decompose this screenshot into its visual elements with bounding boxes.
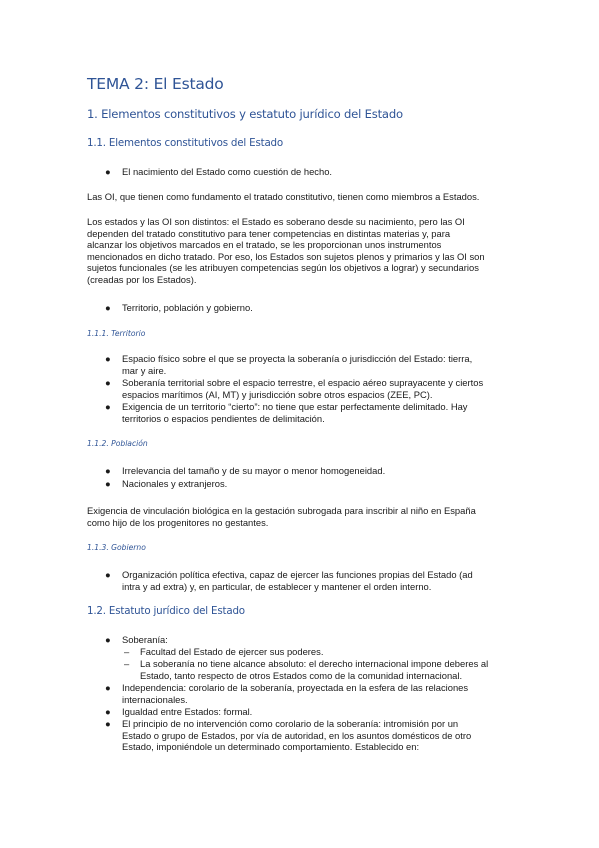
dash-icon: – [124,646,130,657]
paragraph-line: como hijo de los progenitores no gestantes. [87,516,269,528]
list-item-line: Estado, tanto respecto de otros Estados como de la comunidad internacional. [140,669,463,681]
paragraph-line: alcanzar los objetivos marcados en el tratado, se les proporcionan unos instrumentos [87,239,442,251]
paragraph: Las OI, que tienen como fundamento el tratado constitutivo, tienen como miembros a Estados. [87,191,480,202]
bullet-icon: ● [105,682,111,693]
list-item-text: Territorio, población y gobierno. [122,302,253,313]
paragraph-line: (creadas por los Estados). [87,273,197,285]
paragraph [87,216,485,286]
bullet-icon: ● [105,478,111,489]
bullet-icon: ● [105,465,111,476]
list-item [105,302,253,314]
bullet-icon: ● [105,569,111,580]
section-1-1-2-heading: 1.1.2. Población [87,439,148,448]
list-item-line: internacionales. [122,693,188,705]
bullet-icon: ● [105,401,111,412]
list-item [105,682,469,705]
bullet-icon: ● [105,718,111,729]
section-1-1-1-heading: 1.1.1. Territorio [87,329,146,338]
bullet-icon: ● [105,634,111,645]
paragraph-line: Exigencia de vinculación biológica en la gestación subrogada para inscribir al niño en España [87,505,476,516]
list-item-line: mar y aire. [122,364,167,376]
list-item-line: espacios marítimos (AI, MT) y jurisdicción sobre otros espacios (ZEE, PC). [122,388,433,400]
list-item-text: Irrelevancia del tamaño y de su mayor o menor homogeneidad. [122,465,386,476]
list-item [105,569,473,592]
list-item [105,353,473,376]
section-1-2-heading: 1.2. Estatuto jurídico del Estado [87,605,245,617]
section-1-1-3-heading: 1.1.3. Gobierno [87,543,146,552]
list-item [105,166,333,178]
list-item-text: Nacionales y extranjeros. [122,478,228,489]
list-item-line: territorios o espacios pendientes de delimitación. [122,412,325,424]
list-item-line: La soberanía no tiene alcance absoluto: el derecho internacional impone deberes al [140,658,489,669]
list-item [105,377,484,400]
list-item [105,401,468,424]
list-item-line: Estado o grupo de Estados, por vía de autoridad, en los asuntos domésticos de otro [122,729,472,741]
paragraph [87,505,476,528]
paragraph-line: sujetos funcionales (se les atribuyen competencias según los objetivos a lograr) y secundarios [87,262,479,274]
section-1-1-heading: 1.1. Elementos constitutivos del Estado [87,137,283,149]
paragraph-line: Los estados y las OI son distintos: el Estado es soberano desde su nacimiento, pero las OI [87,216,465,227]
list-item [105,718,472,753]
paragraph-line: dependen del tratado constitutivo para tener competencias en distintas materias y, para [87,227,451,239]
list-item-line: Organización política efectiva, capaz de ejercer las funciones propias del Estado (ad [122,569,473,580]
list-item [105,465,386,477]
bullet-icon: ● [105,353,111,364]
section-1-heading: 1. Elementos constitutivos y estatuto jurídico del Estado [87,107,403,121]
document-title: TEMA 2: El Estado [87,75,224,93]
bullet-icon: ● [105,377,111,388]
list-item-line: El principio de no intervención como corolario de la soberanía: intromisión por un [122,718,459,729]
list-item [105,478,228,490]
list-item-text: El nacimiento del Estado como cuestión de hecho. [122,166,333,177]
list-item [105,634,168,646]
sub-list-item [124,658,489,681]
list-item-line: Estado, imponiéndole un determinado comportamiento. Establecido en: [122,741,420,753]
dash-icon: – [124,658,130,669]
bullet-icon: ● [105,706,111,717]
list-item-text: Soberanía: [122,634,168,645]
sub-list-item [124,646,324,658]
list-item-line: Soberanía territorial sobre el espacio terrestre, el espacio aéreo suprayacente y ciertos [122,377,484,388]
list-item-line: Exigencia de un territorio “cierto”: no tiene que estar perfectamente delimitado. Hay [122,401,468,412]
list-item-line: Independencia: corolario de la soberanía, proyectada en la esfera de las relaciones [122,682,469,693]
bullet-icon: ● [105,302,111,313]
bullet-icon: ● [105,166,111,177]
paragraph-line: mencionados en dicho tratado. Por eso, los Estados son sujetos plenos y primarios y las OI son [87,250,485,262]
list-item-line: Facultad del Estado de ejercer sus poderes. [140,646,324,657]
list-item-line: Espacio físico sobre el que se proyecta la soberanía o jurisdicción del Estado: tierra, [122,353,473,364]
list-item [105,706,253,718]
list-item-line: Igualdad entre Estados: formal. [122,706,253,717]
list-item-line: intra y ad extra) y, en particular, de establecer y mantener el orden interno. [122,580,432,592]
